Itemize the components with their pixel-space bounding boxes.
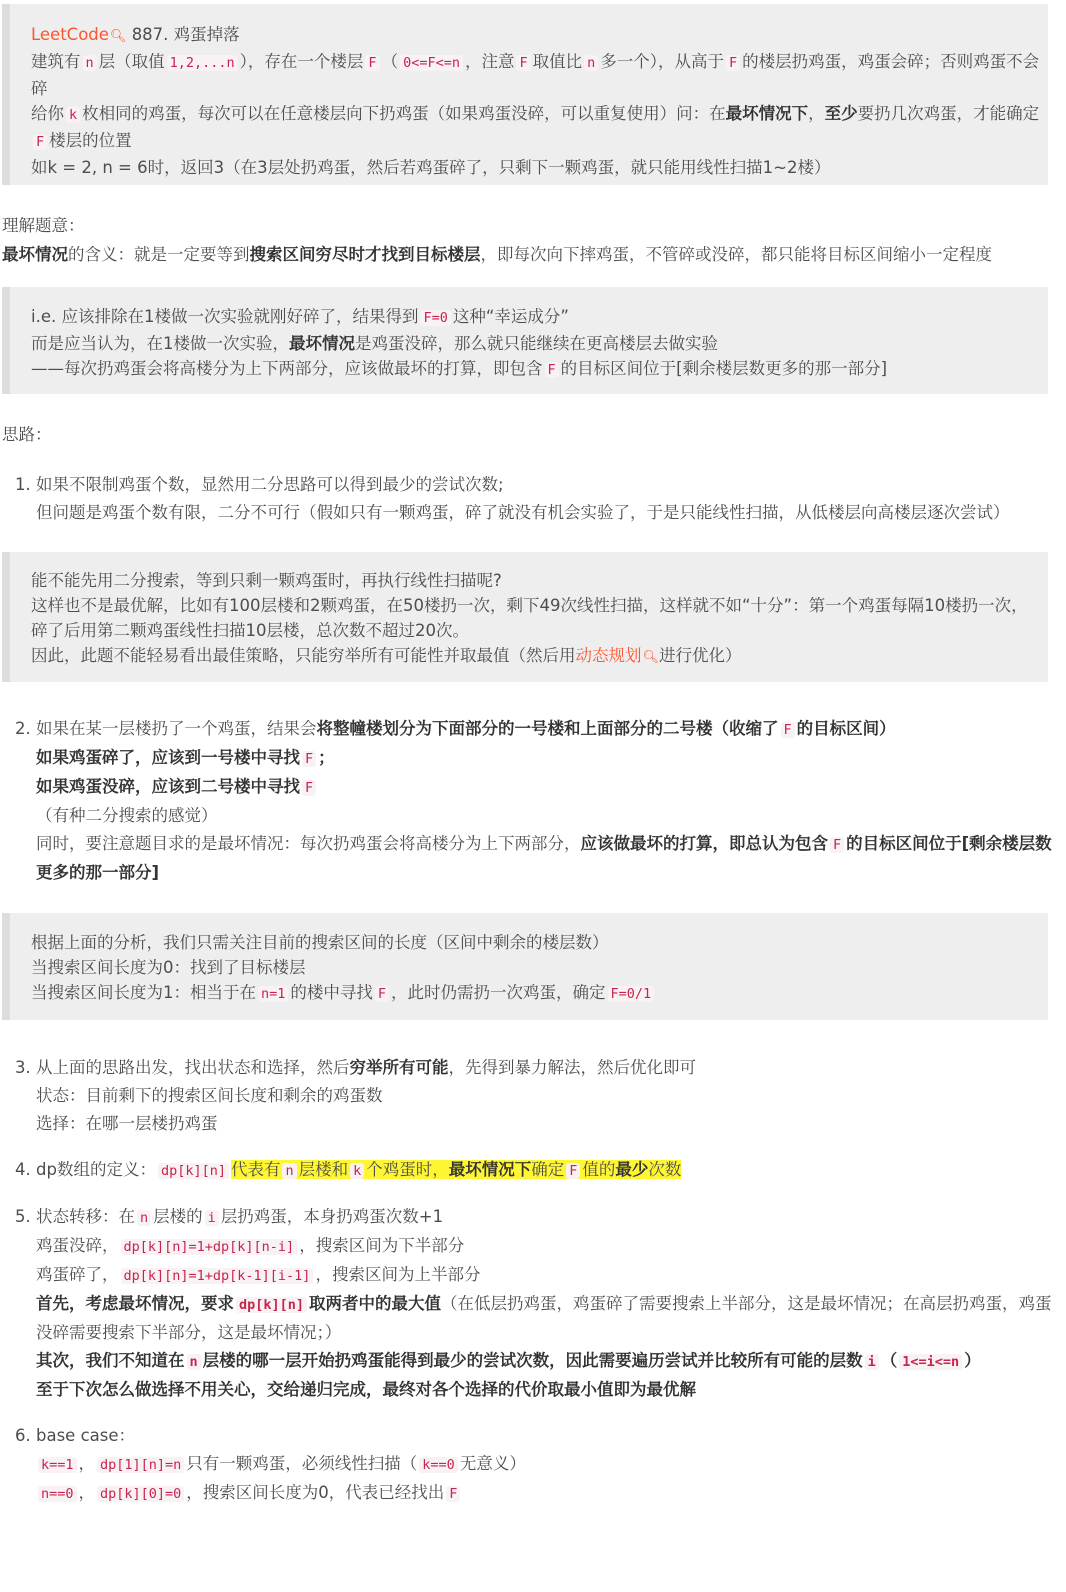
understanding-heading: 理解题意：	[2, 216, 85, 235]
understanding-text: 最坏情况的含义：就是一定要等到搜索区间穷尽时才找到目标楼层，即每次向下摔鸡蛋，不管碎或没碎，都只能将目标区间缩小一定程度	[2, 245, 992, 264]
leetcode-link[interactable]: LeetCode	[31, 25, 109, 44]
list-item: 3. 从上面的思路出发，找出状态和选择，然后穷举所有可能，先得到暴力解法，然后优化即可 状态：目前剩下的搜索区间长度和剩余的鸡蛋数 选择：在哪一层楼扔鸡蛋	[36, 1054, 1066, 1138]
worst-case-quote: i.e. 应该排除在1楼做一次实验就刚好碎了，结果得到 F=0 这种“幸运成分” 而是应当认为，在1楼做一次实验，最坏情况是鸡蛋没碎，那么就只能继续在更高楼层去做实验 ——每次扔鸡蛋会将高楼分为上下两部分，应该做最坏的打算，即包含 F 的目标区间位于[剩余楼层数更多的那一部分]	[2, 287, 1048, 394]
problem-quote	[2, 4, 1048, 185]
problem-title: LeetCode🔍︎ 887. 鸡蛋掉落	[31, 25, 240, 44]
problem-line-2: 给你 k 枚相同的鸡蛋，每次可以在任意楼层向下扔鸡蛋（如果鸡蛋没碎，可以重复使用）问：在最坏情况下，至少要扔几次鸡蛋，才能确定F 楼层的位置	[31, 104, 1040, 150]
list-item: 5. 状态转移：在 n 层楼的 i 层扔鸡蛋，本身扔鸡蛋次数+1 鸡蛋没碎， dp[k][n]=1+dp[k][n-i] ，搜索区间为下半部分 鸡蛋碎了， dp[k][n]=1+dp[k-1][i-1] ，搜索区间为上半部分 首先，考虑最坏情况，要求 dp[k][n] 取两者中的最大值（在低层扔鸡蛋，鸡蛋碎了需要搜索上半部分，这是最坏情况；在高层扔鸡蛋，鸡蛋没碎需要搜索下半部分，这是最坏情况；） 其次，我们不知道在 n 层楼的哪一层开始扔鸡蛋能得到最少的尝试次数，因此需要遍历尝试并比较所有可能的层数 i （ 1<=i<=n ） 至于下次怎么做选择不用关心，交给递归完成，最终对各个选择的代价取最小值即为最优解	[36, 1203, 1066, 1404]
approach-list-1	[0, 471, 1066, 527]
interval-length-quote: 根据上面的分析，我们只需关注目前的搜索区间的长度（区间中剩余的楼层数） 当搜索区间长度为0：找到了目标楼层 当搜索区间长度为1：相当于在 n=1 的楼中寻找 F ，此时仍需扔一次鸡蛋，确定 F=0/1	[2, 913, 1048, 1020]
list-item: 2. 如果在某一层楼扔了一个鸡蛋，结果会将整幢楼划分为下面部分的一号楼和上面部分的二号楼（收缩了 F 的目标区间） 如果鸡蛋碎了，应该到一号楼中寻找 F ； 如果鸡蛋没碎，应该到二号楼中寻找 F （有种二分搜索的感觉） 同时，要注意题目求的是最坏情况：每次扔鸡蛋会将高楼分为上下两部分，应该做最坏的打算，即总认为包含 F 的目标区间位于[剩余楼层数更多的那一部分]	[36, 715, 1066, 887]
approach-heading: 思路：	[2, 425, 52, 444]
binary-search-quote: 能不能先用二分搜索，等到只剩一颗鸡蛋时，再执行线性扫描呢? 这样也不是最优解，比如有100层楼和2颗鸡蛋，在50楼扔一次，剩下49次线性扫描，这样就不如“十分”：第一个鸡蛋每隔10楼扔一次，碎了后用第二颗鸡蛋线性扫描10层楼，总次数不超过20次。 因此，此题不能轻易看出最佳策略，只能穷举所有可能性并取最值（然后用动态规划🔍︎进行优化）	[2, 552, 1048, 682]
problem-example: 如k = 2, n = 6时，返回3（在3层处扔鸡蛋，然后若鸡蛋碎了，只剩下一颗鸡蛋，就只能用线性扫描1~2楼）	[31, 158, 831, 177]
list-item: 1. 如果不限制鸡蛋个数，显然用二分思路可以得到最少的尝试次数; 但问题是鸡蛋个数有限，二分不可行（假如只有一颗鸡蛋，碎了就没有机会实验了，于是只能线性扫描，从低楼层向高楼层逐次尝试）	[36, 471, 1066, 527]
approach-list-2	[0, 715, 1066, 887]
problem-line-1: 建筑有 n 层（取值 1,2,...n ），存在一个楼层 F （ 0<=F<=n ，注意 F 取值比 n 多一个），从高于 F 的楼层扔鸡蛋，鸡蛋会碎；否则鸡蛋不会碎	[31, 52, 1040, 98]
search-icon[interactable]: 🔍︎	[642, 650, 660, 665]
list-item: 4. dp数组的定义： dp[k][n] 代表有 n 层楼和 k 个鸡蛋时，最坏情况下确定 F 值的最少次数	[36, 1156, 1066, 1185]
list-item: 6. base case： k==1 ， dp[1][n]=n 只有一颗鸡蛋，必须线性扫描（ k==0 无意义） n==0 ， dp[k][0]=0 ，搜索区间长度为0，代表已经找出 F	[36, 1422, 1066, 1508]
dynamic-programming-link[interactable]: 动态规划	[575, 646, 642, 665]
search-icon[interactable]: 🔍︎	[109, 29, 127, 44]
approach-list-3	[0, 1054, 1066, 1508]
understanding-section	[0, 213, 1066, 267]
